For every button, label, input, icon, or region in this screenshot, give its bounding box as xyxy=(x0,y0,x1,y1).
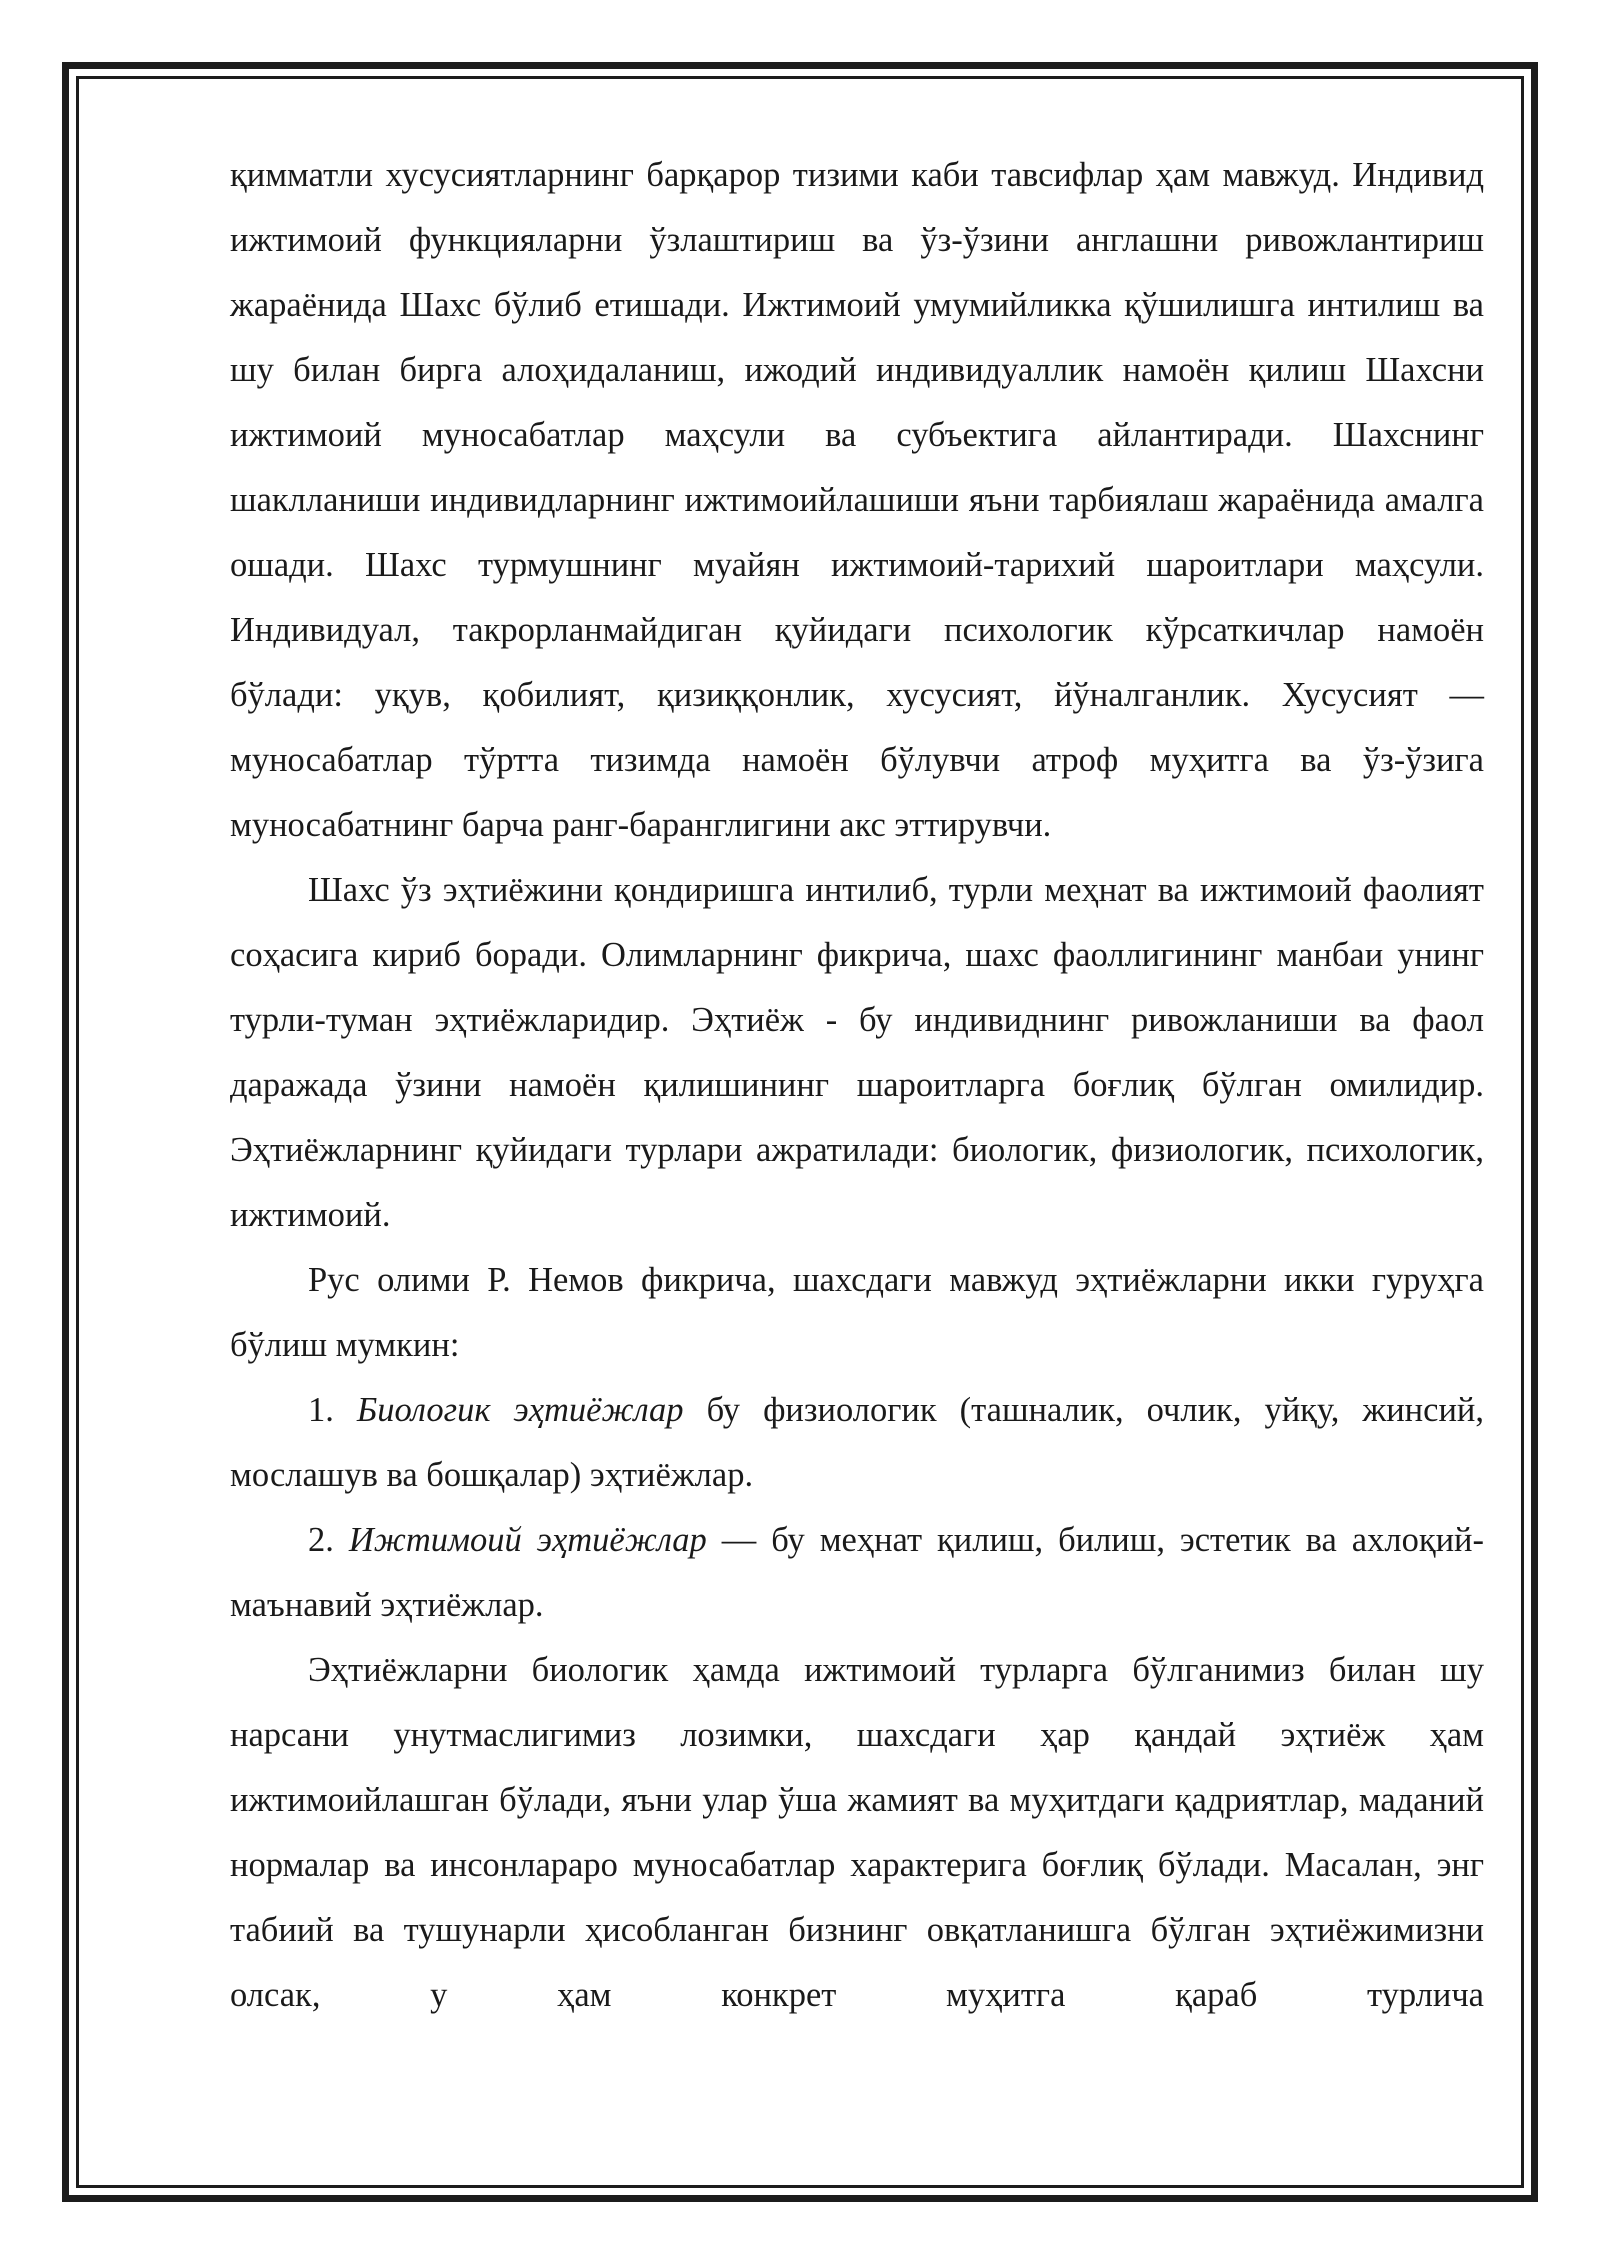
list-item-number: 2. xyxy=(308,1521,334,1559)
paragraph: Шахс ўз эҳтиёжини қондиришга интилиб, турли меҳнат ва ижтимоий фаолият соҳасига кириб боради. Олимларнинг фикрича, шахс фаоллигининг манбаи унинг турли-туман эҳтиёжларидир. Эҳтиёж - бу индивиднинг ривожланиши ва фаол даражада ўзини намоён қилишининг шароитларга боғлиқ бўлган омилидир. Эҳтиёжларнинг қуйидаги турлари ажратилади: биологик, физиологик, психологик, ижтимоий. xyxy=(230,871,1484,1234)
document-body xyxy=(230,143,1484,2028)
paragraph: қимматли хусусиятларнинг барқарор тизими каби тавсифлар ҳам мавжуд. Индивид ижтимоий функцияларни ўзлаштириш ва ўз-ўзини англашни ривожлантириш жараёнида Шахс бўлиб етишади. Ижтимоий умумийликка қўшилишга интилиш ва шу билан бирга алоҳидаланиш, ижодий индивидуаллик намоён қилиш Шахсни ижтимоий муносабатлар маҳсули ва субъектига айлантиради. Шахснинг шаклланиши индивидларнинг ижтимоийлашиши яъни тарбиялаш жараёнида амалга ошади. Шахс турмушнинг муайян ижтимоий-тарихий шароитлари маҳсули. Индивидуал, такрорланмайдиган қуйидаги психологик кўрсаткичлар намоён бўлади: уқув, қобилият, қизиққонлик, хусусият, йўналганлик. Хусусият — муносабатлар тўртта тизимда намоён бўлувчи атроф муҳитга ва ўз-ўзига муносабатнинг барча ранг-баранглигини акс эттирувчи. xyxy=(230,156,1484,844)
list-item-number: 1. xyxy=(308,1391,334,1429)
paragraph: Рус олими Р. Немов фикрича, шахсдаги мавжуд эҳтиёжларни икки гуруҳга бўлиш мумкин: xyxy=(230,1261,1484,1364)
list-item xyxy=(230,1508,1484,1638)
list-item-text: — бу меҳнат қилиш, билиш, эстетик ва ахлоқий-маънавий эҳтиёжлар. xyxy=(230,1521,1485,1624)
list-item-term: Ижтимоий эҳтиёжлар xyxy=(348,1521,707,1559)
list-item xyxy=(230,1378,1484,1508)
list-item-term: Биологик эҳтиёжлар xyxy=(356,1391,684,1429)
paragraph: Эҳтиёжларни биологик ҳамда ижтимоий турларга бўлганимиз билан шу нарсани унутмаслигимиз лозимки, шахсдаги ҳар қандай эҳтиёж ҳам ижтимоийлашган бўлади, яъни улар ўша жамият ва муҳитдаги қадриятлар, маданий нормалар ва инсонлараро муносабатлар характерига боғлиқ бўлади. Масалан, энг табиий ва тушунарли ҳисобланган бизнинг овқатланишга бўлган эҳтиёжимизни олсак, у ҳам конкрет муҳитга қараб турлича xyxy=(230,1651,1484,2014)
list-item-text: бу физиологик (ташналик, очлик, уйқу, жинсий, мослашув ва бошқалар) эҳтиёжлар. xyxy=(230,1391,1485,1494)
